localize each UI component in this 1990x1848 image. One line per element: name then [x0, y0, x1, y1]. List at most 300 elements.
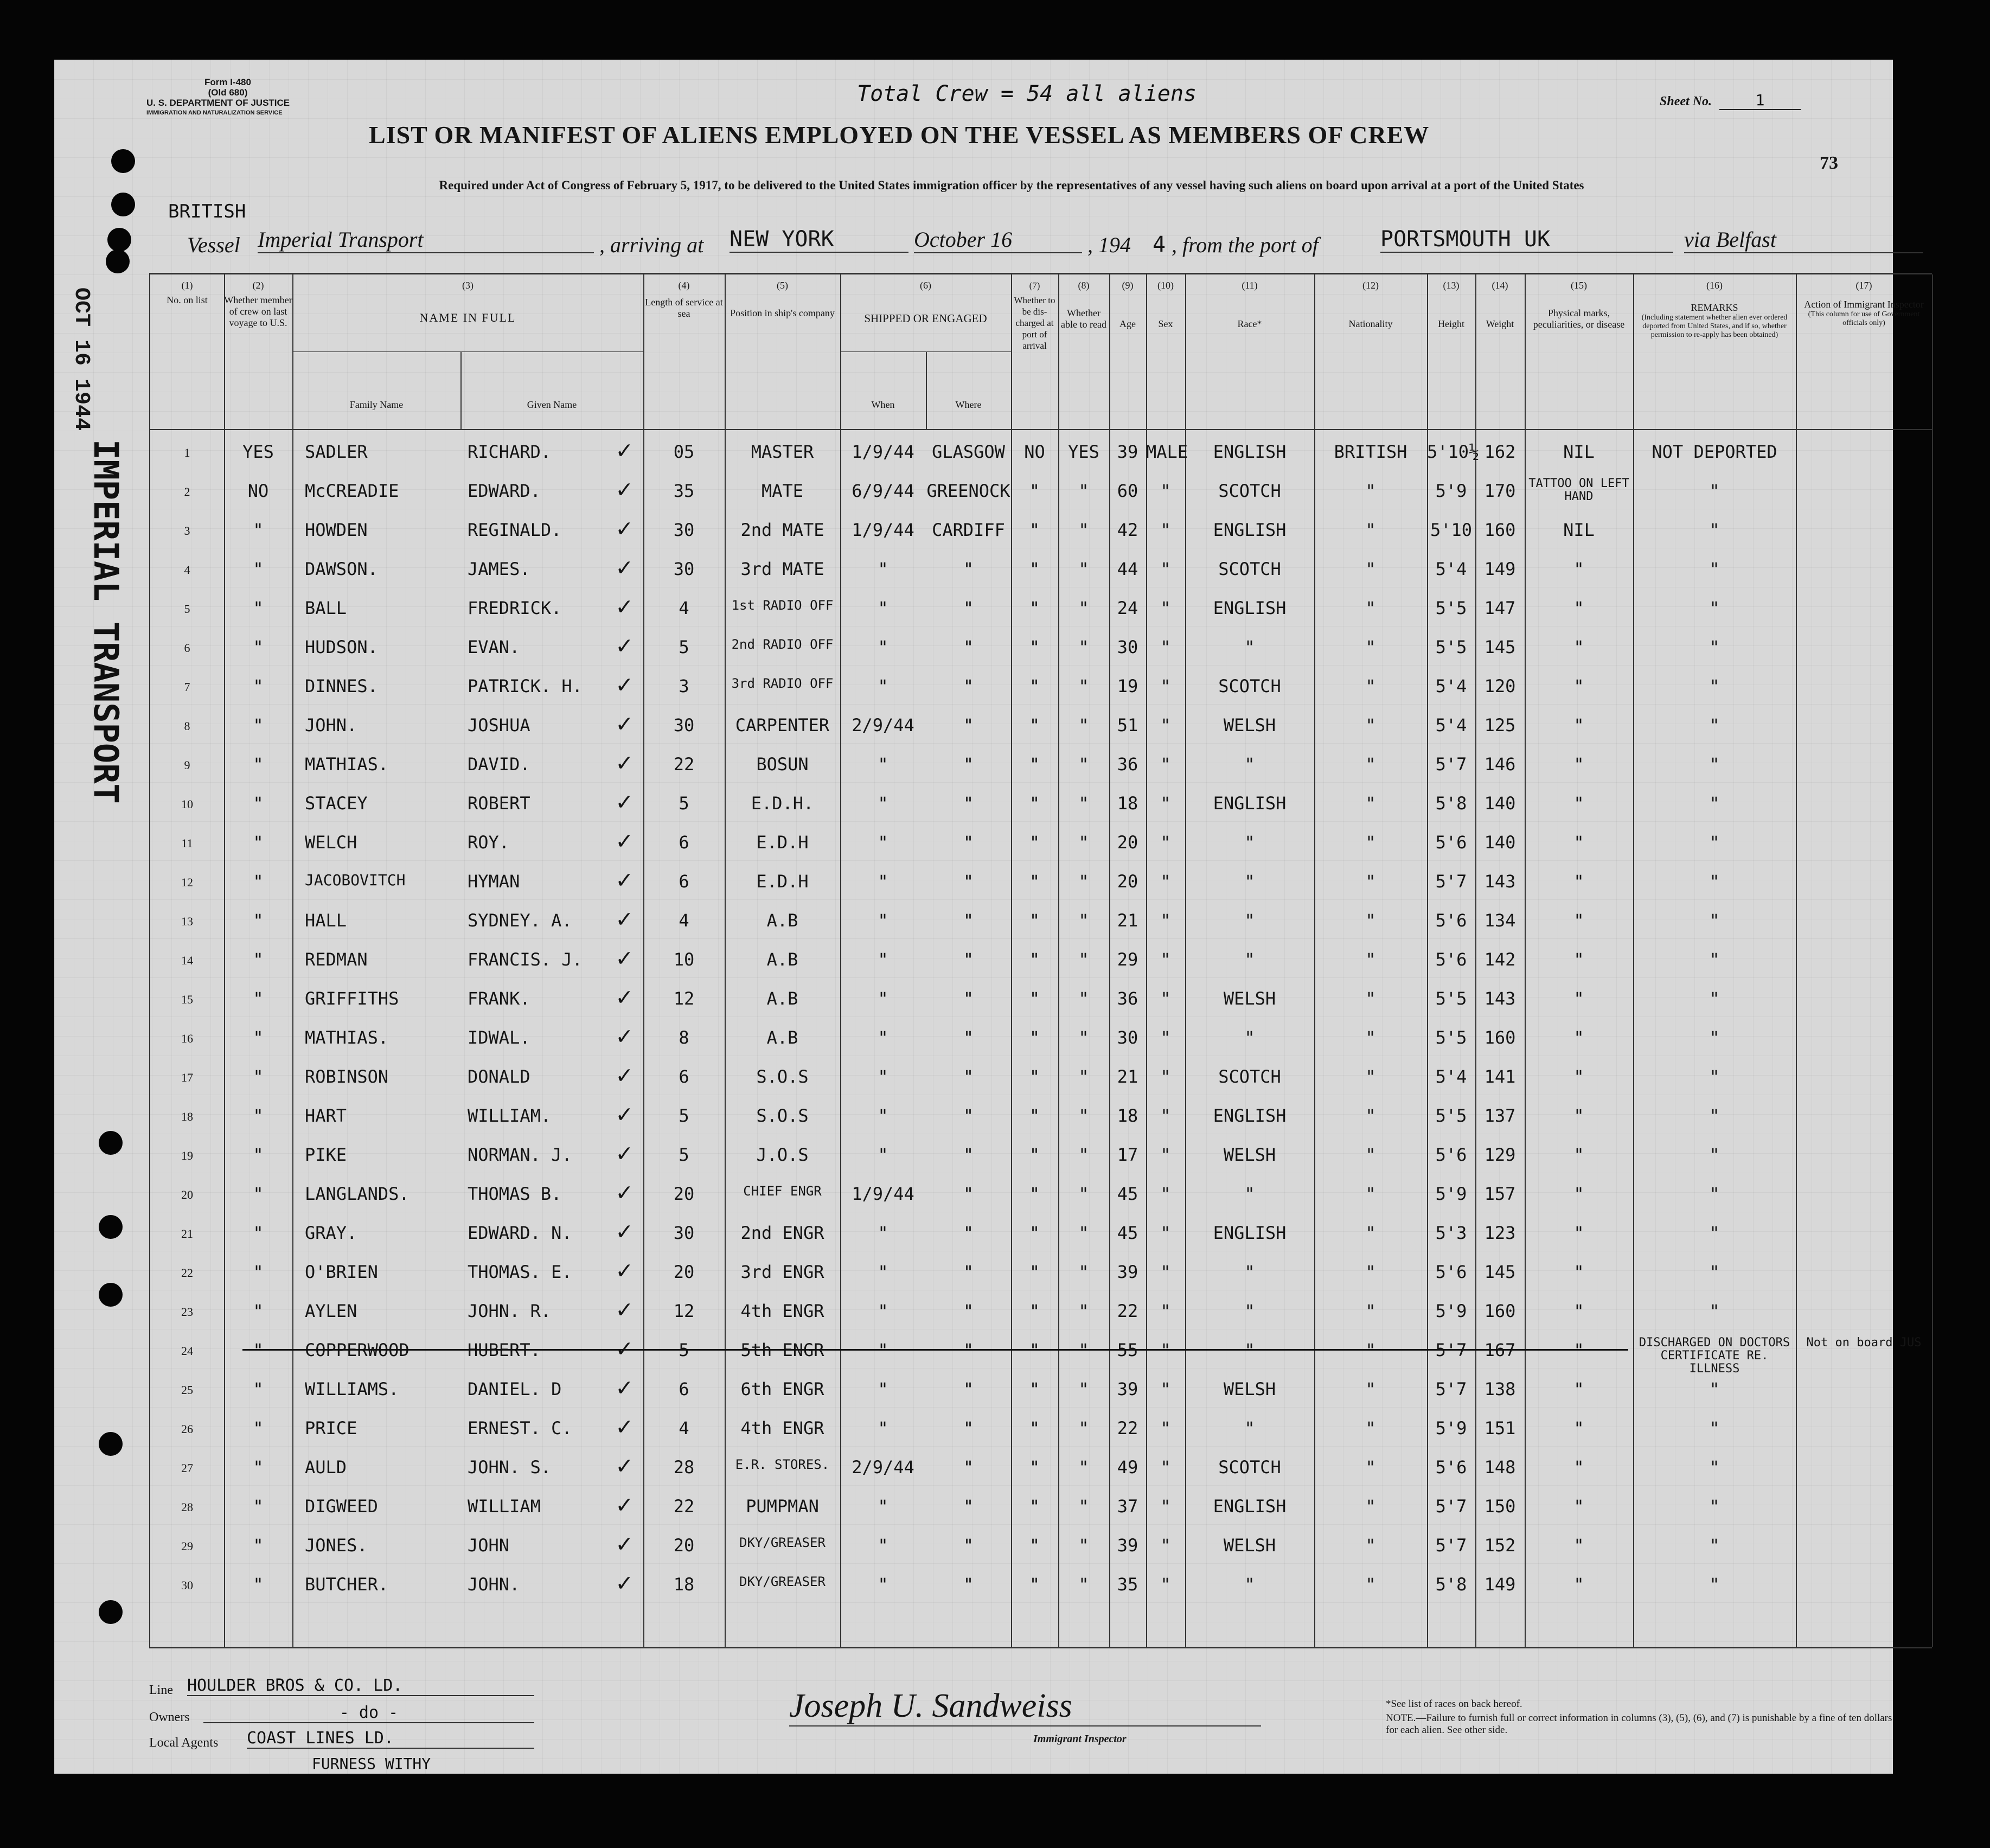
cell-discharged: "	[1029, 1496, 1040, 1517]
cell-shipped-where: "	[963, 1105, 974, 1126]
col-name-header: NAME IN FULL	[419, 311, 516, 324]
cell-service-years: 5	[679, 1144, 689, 1165]
cell-discharged: "	[1029, 715, 1040, 736]
cell-shipped-when: "	[878, 1262, 888, 1282]
cell-remarks: "	[1709, 637, 1720, 657]
cell-service-years: 30	[673, 559, 695, 579]
cell-discharged: "	[1029, 1301, 1040, 1321]
cell-able-to-read: "	[1078, 559, 1089, 579]
col-action-header: Action of Immigrant Inspector	[1804, 299, 1924, 310]
cell-sex: "	[1160, 988, 1171, 1009]
cell-height: 5'5	[1435, 1105, 1467, 1126]
cell-given-name: THOMAS B.	[468, 1184, 562, 1204]
table-row	[150, 1018, 1932, 1057]
table-row	[150, 549, 1932, 588]
cell-age: 21	[1117, 1066, 1138, 1087]
cell-able-to-read: "	[1078, 481, 1089, 501]
cell-height: 5'7	[1435, 1496, 1467, 1517]
check-mark-icon: ✓	[617, 591, 632, 621]
cell-physical-marks: "	[1573, 910, 1584, 931]
cell-nationality: "	[1365, 1457, 1376, 1478]
punch-hole	[99, 1131, 123, 1155]
cell-shipped-where: "	[963, 754, 974, 775]
cell-age: 18	[1117, 793, 1138, 814]
arriving-label: , arriving at	[599, 233, 704, 257]
cell-family-name: DIGWEED	[305, 1496, 378, 1517]
cell-family-name: HART	[305, 1105, 347, 1126]
cell-able-to-read: "	[1078, 1301, 1089, 1321]
cell-given-name: ROBERT	[468, 793, 530, 814]
cell-service-years: 22	[673, 1496, 695, 1517]
cell-discharged: "	[1029, 1457, 1040, 1478]
cell-height: 5'10	[1430, 520, 1473, 540]
cell-shipped-where: "	[963, 910, 974, 931]
cell-race: ENGLISH	[1213, 598, 1287, 618]
cell-shipped-where: "	[963, 715, 974, 736]
cell-sex: "	[1160, 1457, 1171, 1478]
cell-row-number: 9	[184, 758, 190, 772]
cell-given-name: RICHARD.	[468, 442, 552, 462]
cell-physical-marks: "	[1573, 1105, 1584, 1126]
cell-weight: 160	[1484, 1027, 1516, 1048]
cell-age: 44	[1117, 559, 1138, 579]
table-row	[150, 1447, 1932, 1486]
cell-service-years: 4	[679, 910, 689, 931]
strike-through-line	[242, 1349, 1628, 1351]
cell-service-years: 5	[679, 1105, 689, 1126]
cell-shipped-when: "	[878, 1105, 888, 1126]
cell-given-name: DONALD	[468, 1066, 530, 1087]
cell-service-years: 6	[679, 871, 689, 892]
cell-service-years: 5	[679, 637, 689, 657]
vessel-nationality: BRITISH	[168, 201, 246, 222]
cell-family-name: DAWSON.	[305, 559, 378, 579]
cell-sex: "	[1160, 598, 1171, 618]
cell-service-years: 35	[673, 481, 695, 501]
punch-hole	[111, 193, 135, 216]
cell-race: ENGLISH	[1213, 1105, 1287, 1126]
col-marks-header: Physical marks, peculiarities, or disease	[1533, 308, 1625, 330]
cell-height: 5'4	[1435, 1066, 1467, 1087]
check-mark-icon: ✓	[617, 1138, 632, 1167]
cell-shipped-where: "	[963, 559, 974, 579]
cell-weight: 146	[1484, 754, 1516, 775]
cell-service-years: 20	[673, 1535, 695, 1556]
cell-race: WELSH	[1223, 988, 1276, 1009]
arrival-date: October 16	[914, 227, 1082, 253]
cell-row-number: 18	[181, 1110, 193, 1123]
cell-able-to-read: "	[1078, 1262, 1089, 1282]
cell-height: 5'5	[1435, 637, 1467, 657]
cell-height: 5'9	[1435, 1301, 1467, 1321]
cell-shipped-where: "	[963, 1535, 974, 1556]
cell-discharged: "	[1029, 1418, 1040, 1438]
cell-position: 1st RADIO OFF	[731, 598, 834, 613]
table-row	[150, 939, 1932, 979]
cell-prev-voyage: "	[253, 1105, 264, 1126]
cell-age: 55	[1117, 1340, 1138, 1360]
cell-family-name: HALL	[305, 910, 347, 931]
cell-shipped-when: "	[878, 1379, 888, 1399]
cell-given-name: WILLIAM.	[468, 1105, 552, 1126]
cell-family-name: JONES.	[305, 1535, 368, 1556]
cell-shipped-where: "	[963, 871, 974, 892]
cell-shipped-where: "	[963, 1066, 974, 1087]
cell-age: 36	[1117, 754, 1138, 775]
cell-age: 42	[1117, 520, 1138, 540]
cell-height: 5'6	[1435, 910, 1467, 931]
total-crew-note: Total Crew = 54 all aliens	[857, 81, 1197, 106]
cell-row-number: 21	[181, 1227, 193, 1240]
agents-label: Local Agents	[149, 1736, 219, 1750]
check-mark-icon: ✓	[617, 1568, 632, 1597]
cell-prev-voyage: "	[253, 832, 264, 853]
table-row	[150, 1564, 1932, 1603]
cell-height: 5'8	[1435, 793, 1467, 814]
cell-given-name: EVAN.	[468, 637, 520, 657]
cell-shipped-when: "	[878, 793, 888, 814]
table-row	[150, 432, 1932, 471]
cell-service-years: 8	[679, 1027, 689, 1048]
line-label: Line	[149, 1683, 173, 1697]
cell-shipped-where: "	[963, 676, 974, 696]
cell-service-years: 20	[673, 1184, 695, 1204]
cell-row-number: 29	[181, 1539, 193, 1553]
table-row	[150, 1057, 1932, 1096]
cell-height: 5'9	[1435, 1184, 1467, 1204]
cell-row-number: 22	[181, 1266, 193, 1280]
cell-race: "	[1244, 1027, 1255, 1048]
cell-row-number: 7	[184, 680, 190, 694]
cell-shipped-when: "	[878, 1066, 888, 1087]
cell-age: 30	[1117, 637, 1138, 657]
cell-shipped-when: "	[878, 1574, 888, 1595]
cell-shipped-where: "	[963, 1496, 974, 1517]
cell-discharged: "	[1029, 949, 1040, 970]
cell-nationality: "	[1365, 1301, 1376, 1321]
year-digit: 4	[1153, 232, 1166, 257]
cell-weight: 145	[1484, 1262, 1516, 1282]
cell-height: 5'6	[1435, 1457, 1467, 1478]
cell-row-number: 3	[184, 524, 190, 538]
cell-service-years: 5	[679, 1340, 689, 1360]
races-note: *See list of races on back hereof.	[1386, 1698, 1522, 1710]
cell-shipped-when: "	[878, 871, 888, 892]
side-stamp-date: OCT 16 1944	[69, 287, 93, 431]
cell-service-years: 4	[679, 1418, 689, 1438]
cell-shipped-where: "	[963, 832, 974, 853]
check-mark-icon: ✓	[617, 1294, 632, 1323]
cell-row-number: 14	[181, 954, 193, 967]
penalty-note: NOTE.—Failure to furnish full or correct information in columns (3), (5), (6), and (7) is punishable by a fine of ten dollars for each alien. See other side.	[1386, 1712, 1892, 1736]
cell-discharged: "	[1029, 1535, 1040, 1556]
cell-discharged: "	[1029, 793, 1040, 814]
cell-position: 4th ENGR	[740, 1418, 824, 1438]
cell-able-to-read: "	[1078, 1340, 1089, 1360]
table-row	[150, 1135, 1932, 1174]
cell-weight: 138	[1484, 1379, 1516, 1399]
cell-weight: 148	[1484, 1457, 1516, 1478]
cell-service-years: 4	[679, 598, 689, 618]
cell-height: 5'7	[1435, 1535, 1467, 1556]
cell-weight: 149	[1484, 559, 1516, 579]
cell-weight: 140	[1484, 793, 1516, 814]
cell-sex: "	[1160, 1223, 1171, 1243]
check-mark-icon: ✓	[617, 435, 632, 464]
punch-hole	[99, 1600, 123, 1624]
cell-discharged: "	[1029, 637, 1040, 657]
cell-family-name: GRAY.	[305, 1223, 357, 1243]
cell-age: 22	[1117, 1301, 1138, 1321]
col-race-number: (11)	[1242, 280, 1258, 291]
cell-row-number: 10	[181, 797, 193, 811]
cell-weight: 140	[1484, 832, 1516, 853]
table-row	[150, 471, 1932, 510]
cell-prev-voyage: "	[253, 520, 264, 540]
cell-height: 5'8	[1435, 1574, 1467, 1595]
cell-prev-voyage: "	[253, 988, 264, 1009]
cell-prev-voyage: "	[253, 598, 264, 618]
cell-sex: "	[1160, 520, 1171, 540]
cell-row-number: 23	[181, 1305, 193, 1319]
cell-nationality: "	[1365, 832, 1376, 853]
cell-sex: "	[1160, 754, 1171, 775]
cell-service-years: 18	[673, 1574, 695, 1595]
cell-given-name: JOSHUA	[468, 715, 530, 736]
cell-family-name: AULD	[305, 1457, 347, 1478]
year-prefix: , 194	[1087, 233, 1131, 257]
check-mark-icon: ✓	[617, 904, 632, 933]
via-port: via Belfast	[1684, 227, 1923, 253]
cell-height: 5'6	[1435, 1144, 1467, 1165]
form-identifier	[146, 77, 309, 118]
cell-position: DKY/GREASER	[739, 1574, 826, 1589]
header-bottom-rule	[150, 429, 1932, 430]
side-stamp	[66, 287, 131, 1009]
cell-discharged: "	[1029, 1105, 1040, 1126]
cell-inspector-action: Not on board JUS	[1806, 1336, 1922, 1350]
cell-position: A.B	[766, 949, 798, 970]
from-label: , from the port of	[1172, 233, 1319, 257]
cell-able-to-read: "	[1078, 949, 1089, 970]
cell-weight: 157	[1484, 1184, 1516, 1204]
cell-family-name: HOWDEN	[305, 520, 368, 540]
cell-service-years: 05	[673, 442, 695, 462]
cell-height: 5'7	[1435, 871, 1467, 892]
department-name: U. S. DEPARTMENT OF JUSTICE	[146, 98, 290, 108]
cell-prev-voyage: "	[253, 1301, 264, 1321]
cell-shipped-when: 2/9/44	[852, 1457, 914, 1478]
col-discharged-header: Whether to be dis-charged at port of arrival	[1014, 295, 1055, 351]
name-split	[292, 351, 462, 429]
cell-weight: 160	[1484, 520, 1516, 540]
cell-shipped-when: 2/9/44	[852, 715, 914, 736]
cell-weight: 145	[1484, 637, 1516, 657]
cell-remarks: "	[1709, 988, 1720, 1009]
check-mark-icon: ✓	[617, 1021, 632, 1050]
cell-remarks: "	[1709, 676, 1720, 696]
col-race-header: Race*	[1237, 318, 1262, 329]
cell-sex: "	[1160, 1574, 1171, 1595]
cell-height: 5'6	[1435, 1262, 1467, 1282]
cell-row-number: 11	[181, 836, 193, 850]
cell-discharged: "	[1029, 1574, 1040, 1595]
cell-race: "	[1244, 1184, 1255, 1204]
cell-family-name: WELCH	[305, 832, 357, 853]
cell-remarks: "	[1709, 1144, 1720, 1165]
cell-weight: 125	[1484, 715, 1516, 736]
punch-hole	[106, 250, 130, 273]
cell-physical-marks: "	[1573, 793, 1584, 814]
crew-table	[149, 273, 1932, 1648]
cell-discharged: "	[1029, 1144, 1040, 1165]
cell-physical-marks: "	[1573, 754, 1584, 775]
cell-shipped-when: "	[878, 1027, 888, 1048]
cell-given-name: FRANCIS. J.	[468, 949, 583, 970]
cell-able-to-read: "	[1078, 832, 1089, 853]
cell-prev-voyage: "	[253, 949, 264, 970]
cell-discharged: "	[1029, 559, 1040, 579]
cell-height: 5'9	[1435, 1418, 1467, 1438]
cell-position: DKY/GREASER	[739, 1535, 826, 1550]
cell-sex: "	[1160, 1340, 1171, 1360]
cell-physical-marks: "	[1573, 715, 1584, 736]
cell-family-name: HUDSON.	[305, 637, 378, 657]
cell-height: 5'7	[1435, 754, 1467, 775]
cell-position: 2nd MATE	[740, 520, 824, 540]
cell-service-years: 6	[679, 1066, 689, 1087]
cell-row-number: 24	[181, 1344, 193, 1358]
cell-physical-marks: TATTOO ON LEFT HAND	[1528, 477, 1629, 503]
cell-shipped-where: "	[963, 1144, 974, 1165]
cell-service-years: 10	[673, 949, 695, 970]
cell-age: 24	[1117, 598, 1138, 618]
cell-remarks: "	[1709, 1457, 1720, 1478]
cell-nationality: "	[1365, 1262, 1376, 1282]
cell-sex: "	[1160, 1144, 1171, 1165]
arrival-port: NEW YORK	[730, 227, 908, 253]
cell-service-years: 12	[673, 1301, 695, 1321]
table-row	[150, 1525, 1932, 1564]
cell-race: ENGLISH	[1213, 1223, 1287, 1243]
table-row	[150, 1486, 1932, 1525]
col-age-header: Age	[1119, 318, 1136, 329]
cell-weight: 149	[1484, 1574, 1516, 1595]
cell-given-name: EDWARD. N.	[468, 1223, 572, 1243]
cell-race: "	[1244, 871, 1255, 892]
cell-row-number: 4	[184, 563, 190, 577]
check-mark-icon: ✓	[617, 1099, 632, 1128]
col-action-subheader: (This column for use of Government officials only)	[1808, 310, 1920, 327]
cell-given-name: THOMAS. E.	[468, 1262, 572, 1282]
cell-nationality: "	[1365, 1223, 1376, 1243]
col-sex-header: Sex	[1158, 318, 1173, 329]
cell-prev-voyage: "	[253, 1535, 264, 1556]
cell-discharged: "	[1029, 1027, 1040, 1048]
cell-given-name: EDWARD.	[468, 481, 541, 501]
cell-age: 51	[1117, 715, 1138, 736]
col-marks-number: (15)	[1571, 280, 1587, 291]
cell-row-number: 20	[181, 1188, 193, 1201]
cell-family-name: COPPERWOOD	[305, 1340, 409, 1360]
check-mark-icon: ✓	[617, 513, 632, 542]
shipped-split	[840, 351, 927, 429]
cell-sex: "	[1160, 1184, 1171, 1204]
col-discharged-number: (7)	[1029, 280, 1040, 291]
check-mark-icon: ✓	[617, 669, 632, 699]
cell-age: 18	[1117, 1105, 1138, 1126]
vessel-name: Imperial Transport	[258, 227, 594, 253]
cell-service-years: 30	[673, 715, 695, 736]
cell-sex: "	[1160, 910, 1171, 931]
form-number: Form I-480	[204, 77, 251, 87]
check-mark-icon: ✓	[617, 943, 632, 972]
cell-race: ENGLISH	[1213, 1496, 1287, 1517]
cell-physical-marks: "	[1573, 1144, 1584, 1165]
cell-position: CHIEF ENGR	[743, 1184, 822, 1199]
cell-physical-marks: "	[1573, 676, 1584, 696]
from-port: PORTSMOUTH UK	[1380, 227, 1673, 253]
cell-family-name: GRIFFITHS	[305, 988, 399, 1009]
cell-physical-marks: "	[1573, 949, 1584, 970]
check-mark-icon: ✓	[617, 865, 632, 894]
col-weight-number: (14)	[1492, 280, 1508, 291]
table-row	[150, 588, 1932, 627]
cell-prev-voyage: "	[253, 1457, 264, 1478]
cell-prev-voyage: "	[253, 1418, 264, 1438]
cell-race: WELSH	[1223, 1144, 1276, 1165]
table-row	[150, 705, 1932, 744]
cell-shipped-when: 6/9/44	[852, 481, 914, 501]
cell-sex: "	[1160, 481, 1171, 501]
cell-given-name: HYMAN	[468, 871, 520, 892]
cell-remarks: "	[1709, 871, 1720, 892]
cell-weight: 147	[1484, 598, 1516, 618]
cell-given-name: NORMAN. J.	[468, 1144, 572, 1165]
cell-weight: 160	[1484, 1301, 1516, 1321]
cell-discharged: "	[1029, 520, 1040, 540]
line-value: HOULDER BROS & CO. LD.	[187, 1676, 534, 1696]
manifest-sheet	[54, 60, 1924, 1774]
manifest-title: LIST OR MANIFEST OF ALIENS EMPLOYED ON THE VESSEL AS MEMBERS OF CREW	[369, 121, 1430, 149]
cell-weight: 129	[1484, 1144, 1516, 1165]
cell-height: 5'4	[1435, 715, 1467, 736]
col-nationality-number: (12)	[1362, 280, 1379, 291]
cell-weight: 142	[1484, 949, 1516, 970]
cell-position: 6th ENGR	[740, 1379, 824, 1399]
cell-age: 39	[1117, 442, 1138, 462]
cell-race: "	[1244, 1574, 1255, 1595]
cell-given-name: JOHN.	[468, 1574, 520, 1595]
cell-shipped-when: "	[878, 559, 888, 579]
col-read-header: Whether able to read	[1061, 308, 1106, 330]
cell-age: 49	[1117, 1457, 1138, 1478]
cell-height: 5'7	[1435, 1379, 1467, 1399]
cell-remarks: "	[1709, 481, 1720, 501]
cell-shipped-when: "	[878, 1340, 888, 1360]
cell-prev-voyage: "	[253, 1027, 264, 1048]
cell-prev-voyage: "	[253, 1379, 264, 1399]
cell-row-number: 27	[181, 1461, 193, 1475]
cell-able-to-read: "	[1078, 1144, 1089, 1165]
cell-nationality: "	[1365, 1144, 1376, 1165]
cell-family-name: O'BRIEN	[305, 1262, 378, 1282]
cell-sex: "	[1160, 559, 1171, 579]
cell-given-name: PATRICK. H.	[468, 676, 583, 696]
col-position-number: (5)	[777, 280, 788, 291]
cell-shipped-where: "	[963, 1457, 974, 1478]
cell-sex: "	[1160, 1496, 1171, 1517]
